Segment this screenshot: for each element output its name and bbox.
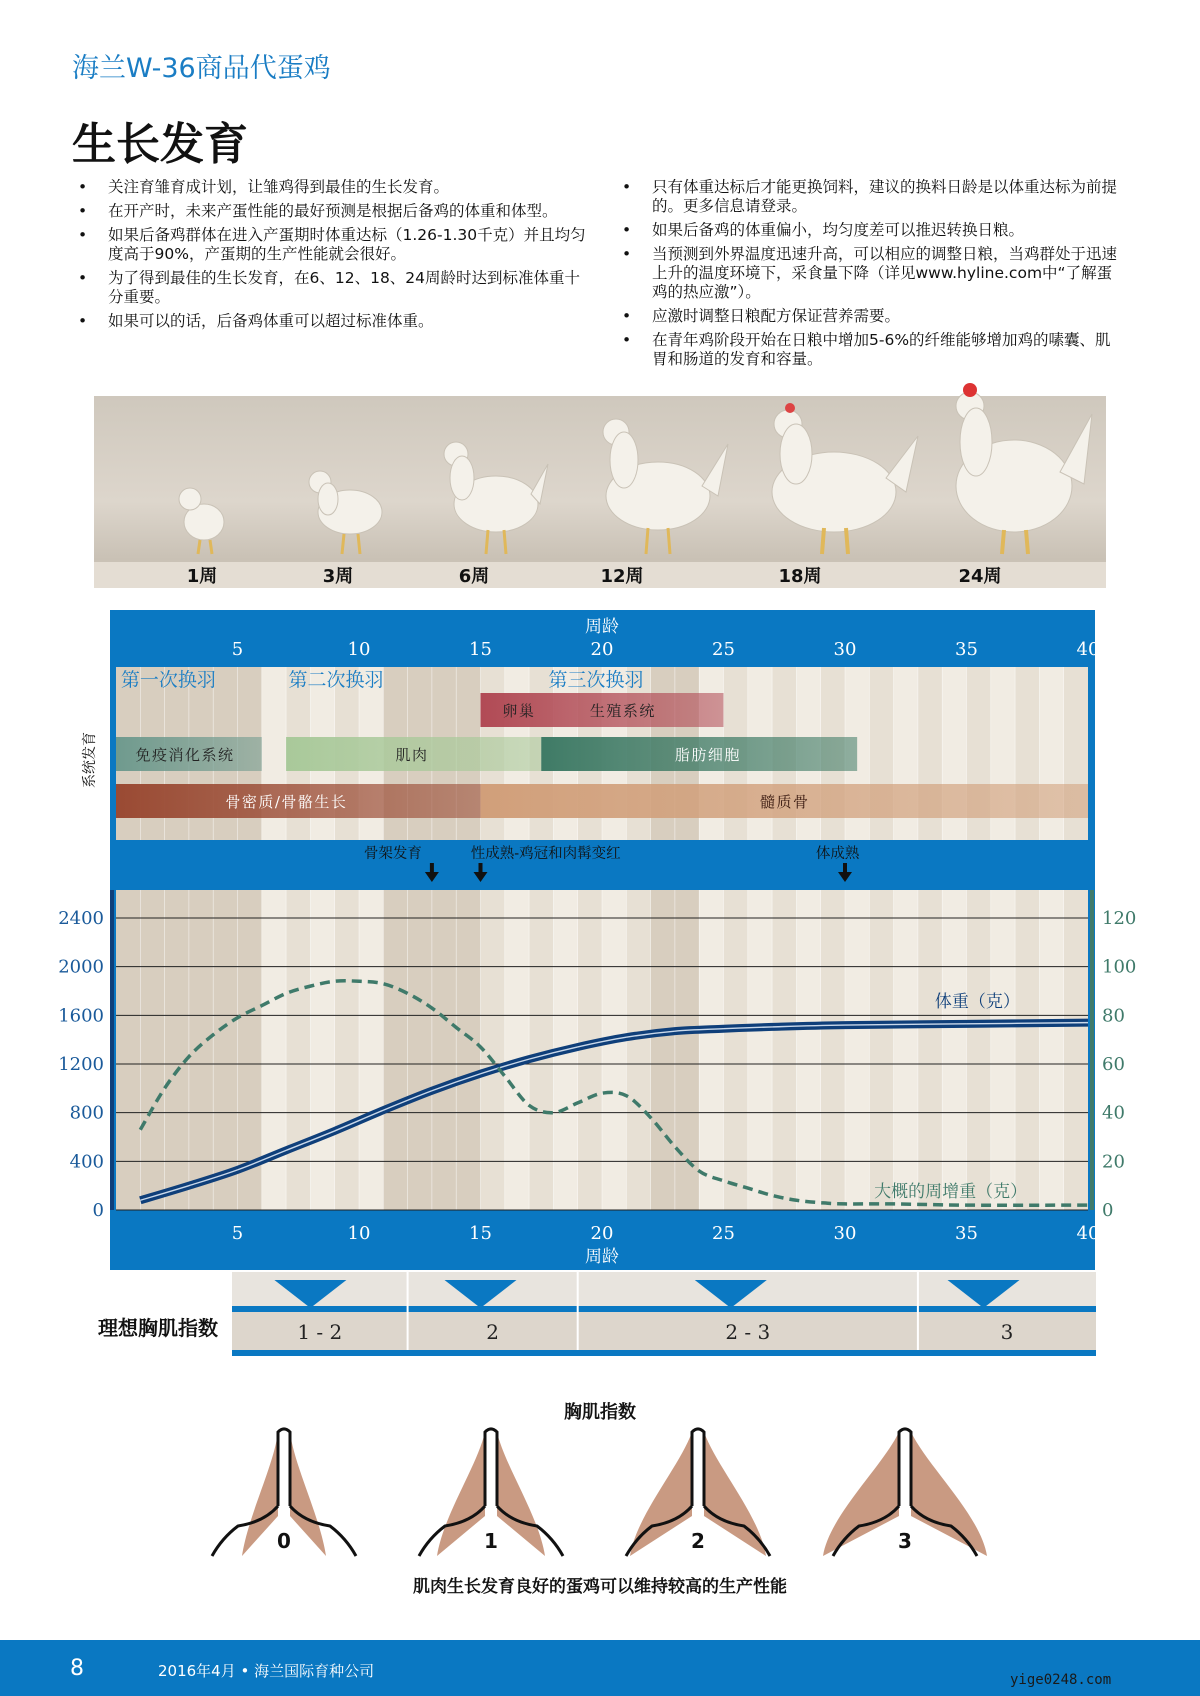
bullet-item: • 为了得到最佳的生长发育，在6、12、18、24周龄时达到标准体重十分重要。 xyxy=(74,269,594,307)
y-right-tick-label: 120 xyxy=(1102,908,1137,929)
x-tick-label-top: 20 xyxy=(590,639,614,660)
y-right-tick-label: 100 xyxy=(1102,956,1137,978)
y-left-tick-label: 0 xyxy=(92,1200,104,1221)
x-axis-title-top: 周龄 xyxy=(585,617,619,637)
muscle-index-cell: 3 xyxy=(1000,1320,1014,1344)
keel-bone xyxy=(278,1429,290,1506)
bullet-item: • 关注育雏育成计划，让雏鸡得到最佳的生长发育。 xyxy=(74,178,594,197)
week-stripe xyxy=(869,890,893,1210)
x-tick-label-top: 5 xyxy=(231,639,244,660)
week-stripe xyxy=(505,890,529,1210)
week-stripe xyxy=(772,890,796,1210)
pectoral-score-label: 0 xyxy=(277,1529,291,1553)
muscle-index-cell: 2 xyxy=(486,1320,500,1344)
pectoral-diagrams xyxy=(180,1426,1020,1566)
pectoral-diagram xyxy=(419,1429,563,1556)
muscle-index-table xyxy=(232,1272,1096,1356)
week-stripe xyxy=(286,890,310,1210)
molt-label: 第三次换羽 xyxy=(548,669,644,691)
pectoral-diagram xyxy=(823,1429,987,1556)
x-tick-label-top: 35 xyxy=(955,639,978,660)
y-left-tick-label: 400 xyxy=(69,1151,104,1173)
week-stripe xyxy=(359,890,383,1210)
event-label: 骨架发育 xyxy=(363,846,422,862)
bullet-item: • 应激时调整日粮配方保证营养需要。 xyxy=(618,307,1124,326)
week-stripe xyxy=(408,890,432,1210)
x-tick-label-top: 10 xyxy=(347,639,371,660)
table-bottom-rule xyxy=(232,1350,1096,1356)
week-stripe xyxy=(724,890,748,1210)
event-arrow xyxy=(838,863,852,882)
week-stripe xyxy=(310,890,334,1210)
week-label: 1周 xyxy=(186,566,218,587)
pectoral-index-title: 胸肌指数 xyxy=(564,1402,636,1423)
molt-label: 第一次换羽 xyxy=(120,669,216,691)
y-right-tick-label: 60 xyxy=(1102,1054,1125,1075)
y-right-tick-label: 40 xyxy=(1102,1102,1125,1124)
bullet-item: • 当预测到外界温度迅速升高，可以相应的调整日粮，当鸡群处于迅速上升的温度环境下，采食量下降（详见www.hyline.com中“了解蛋鸡的热应激”）。 xyxy=(618,245,1124,302)
pectoral-muscle-right xyxy=(290,1432,326,1556)
system-label: 免疫消化系统 xyxy=(135,746,235,764)
y-right-tick-label: 80 xyxy=(1102,1005,1125,1027)
x-tick-label-bottom: 30 xyxy=(833,1223,857,1244)
pectoral-caption: 肌肉生长发育良好的蛋鸡可以维持较高的生产性能 xyxy=(413,1577,787,1597)
pectoral-diagram xyxy=(626,1429,770,1556)
y-right-tick-label: 20 xyxy=(1102,1151,1125,1173)
week-stripe xyxy=(165,890,189,1210)
week-stripe xyxy=(699,890,723,1210)
x-tick-label-bottom: 25 xyxy=(712,1223,735,1244)
pectoral-score-label: 1 xyxy=(484,1529,498,1553)
bullet-item: • 只有体重达标后才能更换饲料，建议的换料日龄是以体重达标为前提的。更多信息请登录。 xyxy=(618,178,1124,216)
pectoral-muscle-left xyxy=(242,1432,278,1556)
x-tick-label-bottom: 10 xyxy=(347,1223,371,1244)
week-stripe xyxy=(116,890,140,1210)
week-stripe xyxy=(967,890,991,1210)
x-tick-label-top: 30 xyxy=(833,639,857,660)
x-tick-label-top: 15 xyxy=(469,639,492,660)
week-stripe xyxy=(1015,890,1039,1210)
bullet-item: • 如果可以的话，后备鸡体重可以超过标准体重。 xyxy=(74,312,594,331)
pullet-12wk-image xyxy=(603,419,728,554)
x-tick-label-top: 25 xyxy=(712,639,735,660)
table-top-rule xyxy=(232,1306,1096,1312)
y-left-tick-label: 1600 xyxy=(58,1005,104,1027)
growth-chart xyxy=(58,610,1137,1270)
y-left-tick-label: 2000 xyxy=(58,956,104,978)
hen-24wk-image xyxy=(956,383,1092,554)
week-label: 18周 xyxy=(778,566,822,587)
system-axis-label: 系统发育 xyxy=(82,732,98,788)
week-stripe xyxy=(602,890,626,1210)
y-right-tick-label: 0 xyxy=(1102,1200,1114,1221)
bullet-item: • 在开产时，未来产蛋性能的最好预测是根据后备鸡的体重和体型。 xyxy=(74,202,594,221)
event-label: 体成熟 xyxy=(815,846,860,862)
page-title: 生长发育 xyxy=(72,119,248,170)
y-left-tick-label: 2400 xyxy=(58,908,104,929)
keel-bone xyxy=(485,1429,497,1506)
week-stripe xyxy=(335,890,359,1210)
watermark: yige0248.com xyxy=(1010,1672,1112,1688)
footer-text: 2016年4月 • 海兰国际育种公司 xyxy=(158,1662,375,1680)
system-label: 卵巢 xyxy=(502,702,536,720)
keel-bone xyxy=(899,1429,911,1506)
y-left-tick-label: 800 xyxy=(69,1102,104,1124)
pectoral-muscle-left xyxy=(823,1432,899,1556)
document-subtitle: 海兰W-36商品代蛋鸡 xyxy=(72,53,331,84)
muscle-index-cell: 2 - 3 xyxy=(725,1320,771,1344)
pectoral-muscle-right xyxy=(497,1432,545,1556)
event-label: 性成熟-鸡冠和肉髯变红 xyxy=(470,846,621,862)
x-tick-label-bottom: 20 xyxy=(590,1223,614,1244)
muscle-index-cell: 1 - 2 xyxy=(297,1320,343,1344)
bullet-list-right xyxy=(618,178,1124,374)
muscle-index-row-label: 理想胸肌指数 xyxy=(98,1316,218,1340)
event-arrow xyxy=(425,863,439,882)
pullet-18wk-image xyxy=(772,403,918,554)
y-left-tick-label: 1200 xyxy=(58,1054,104,1075)
x-tick-label-top: 40 xyxy=(1076,639,1100,660)
week-label: 12周 xyxy=(600,566,644,587)
pectoral-score-label: 3 xyxy=(898,1529,912,1553)
chick-3wk-image xyxy=(309,471,382,554)
week-stripe xyxy=(991,890,1015,1210)
system-label: 脂肪细胞 xyxy=(674,746,741,764)
x-tick-label-bottom: 35 xyxy=(955,1223,978,1244)
week-stripe xyxy=(1064,890,1088,1210)
week-stripe xyxy=(651,890,675,1210)
week-stripe xyxy=(189,890,213,1210)
chick-1wk-image xyxy=(179,488,224,554)
system-label: 肌肉 xyxy=(395,746,429,764)
chicken-silhouettes xyxy=(94,396,1106,566)
week-label: 6周 xyxy=(458,566,490,587)
right-axis-bar xyxy=(1090,890,1094,1210)
week-stripe xyxy=(918,890,942,1210)
pectoral-diagram xyxy=(212,1429,356,1556)
week-label: 3周 xyxy=(322,566,354,587)
pectoral-muscle-right xyxy=(911,1432,987,1556)
week-stripe xyxy=(942,890,966,1210)
pullet-6wk-image xyxy=(444,442,548,554)
week-stripe xyxy=(383,890,407,1210)
bullet-item: • 在青年鸡阶段开始在日粮中增加5-6%的纤维能够增加鸡的嗉囊、肌胃和肠道的发育和容量。 xyxy=(618,331,1124,369)
left-axis-bar xyxy=(110,890,114,1210)
week-stripe xyxy=(140,890,164,1210)
week-stripe xyxy=(894,890,918,1210)
week-stripe xyxy=(796,890,820,1210)
x-tick-label-bottom: 40 xyxy=(1076,1223,1100,1244)
week-stripe xyxy=(626,890,650,1210)
pectoral-muscle-left xyxy=(437,1432,485,1556)
x-tick-label-bottom: 5 xyxy=(231,1223,244,1244)
table-row-bg xyxy=(232,1312,1096,1350)
bullet-list-left xyxy=(74,178,594,336)
keel-bone xyxy=(692,1429,704,1506)
week-stripe xyxy=(821,890,845,1210)
week-stripe xyxy=(456,890,480,1210)
bullet-item: • 如果后备鸡的体重偏小，均匀度差可以推迟转换日粮。 xyxy=(618,221,1124,240)
week-stripe xyxy=(1039,890,1063,1210)
pectoral-score-label: 2 xyxy=(691,1529,705,1553)
weekly-gain-legend: 大概的周增重（克） xyxy=(874,1181,1028,1202)
molt-label: 第二次换羽 xyxy=(288,669,384,691)
x-tick-label-bottom: 15 xyxy=(469,1223,492,1244)
bullet-item: • 如果后备鸡群体在进入产蛋期时体重达标（1.26-1.30千克）并且均匀度高于90%，产蛋期的生产性能就会很好。 xyxy=(74,226,594,264)
week-stripe xyxy=(748,890,772,1210)
event-arrow xyxy=(474,863,488,882)
system-label: 骨密质/骨骼生长 xyxy=(225,793,348,811)
week-stripe xyxy=(432,890,456,1210)
system-label: 髓质骨 xyxy=(759,793,810,811)
page-number: 8 xyxy=(70,1656,84,1681)
week-stripe xyxy=(213,890,237,1210)
x-axis-title-bottom: 周龄 xyxy=(585,1247,619,1267)
system-label: 生殖系统 xyxy=(589,702,656,720)
body-weight-legend: 体重（克） xyxy=(934,992,1020,1013)
week-label: 24周 xyxy=(958,566,1002,587)
week-stripe xyxy=(845,890,869,1210)
